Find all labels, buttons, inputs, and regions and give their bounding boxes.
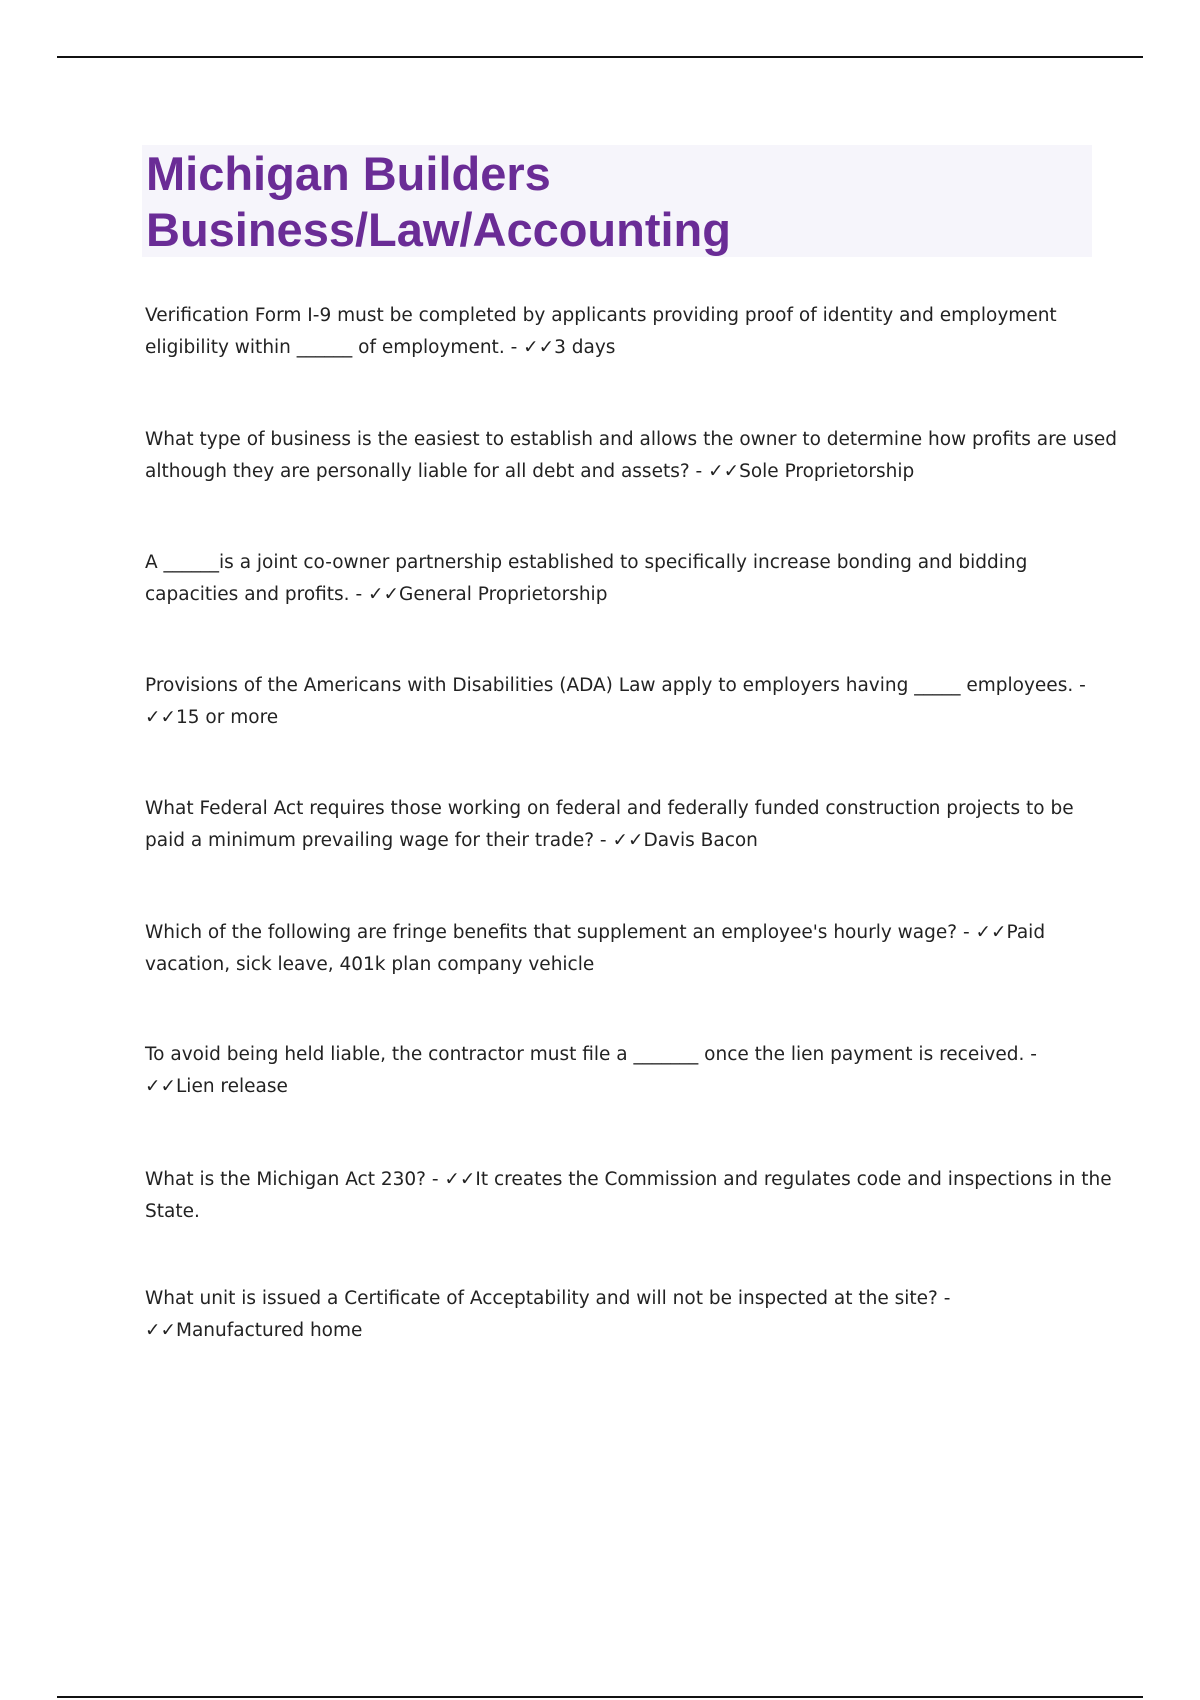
top-rule: [57, 56, 1143, 58]
title-line-1: Michigan Builders: [146, 147, 551, 200]
page-title: [146, 146, 731, 258]
qa-item-1: [145, 300, 1095, 364]
qa-line: ✓✓Manufactured home: [145, 1320, 363, 1341]
qa-line: paid a minimum prevailing wage for their trade? - ✓✓Davis Bacon: [145, 830, 758, 851]
qa-line: What is the Michigan Act 230? - ✓✓It creates the Commission and regulates code and inspections in the: [145, 1169, 1112, 1190]
qa-line: What type of business is the easiest to establish and allows the owner to determine how profits are used: [145, 429, 1118, 450]
qa-item-3: [145, 547, 1095, 611]
bottom-rule: [57, 1696, 1143, 1698]
qa-line: What Federal Act requires those working on federal and federally funded construction projects to be: [145, 798, 1074, 819]
qa-item-4: [145, 670, 1095, 734]
qa-line: although they are personally liable for all debt and assets? - ✓✓Sole Proprietorship: [145, 461, 915, 482]
qa-line: State.: [145, 1201, 200, 1222]
qa-line: Which of the following are fringe benefits that supplement an employee's hourly wage? - ✓✓Paid: [145, 922, 1046, 943]
qa-item-2: [145, 424, 1118, 488]
qa-line: eligibility within ______ of employment. - ✓✓3 days: [145, 337, 616, 358]
qa-line: Provisions of the Americans with Disabilities (ADA) Law apply to employers having _____ employees. -: [145, 675, 1086, 696]
qa-item-7: [145, 1039, 1095, 1103]
qa-item-8: [145, 1164, 1112, 1228]
qa-line: ✓✓15 or more: [145, 707, 279, 728]
qa-line: Verification Form I-9 must be completed by applicants providing proof of identity and employment: [145, 305, 1057, 326]
qa-line: To avoid being held liable, the contractor must file a _______ once the lien payment is received. -: [145, 1044, 1037, 1065]
qa-line: What unit is issued a Certificate of Acceptability and will not be inspected at the site? -: [145, 1288, 951, 1309]
qa-item-6: [145, 917, 1095, 981]
qa-item-5: [145, 793, 1095, 857]
title-line-2: Business/Law/Accounting: [146, 203, 731, 256]
qa-line: ✓✓Lien release: [145, 1076, 288, 1097]
qa-line: capacities and profits. - ✓✓General Proprietorship: [145, 584, 608, 605]
qa-item-9: [145, 1283, 1095, 1347]
qa-line: A ______is a joint co-owner partnership established to specifically increase bonding and bidding: [145, 552, 1028, 573]
qa-line: vacation, sick leave, 401k plan company vehicle: [145, 954, 595, 975]
